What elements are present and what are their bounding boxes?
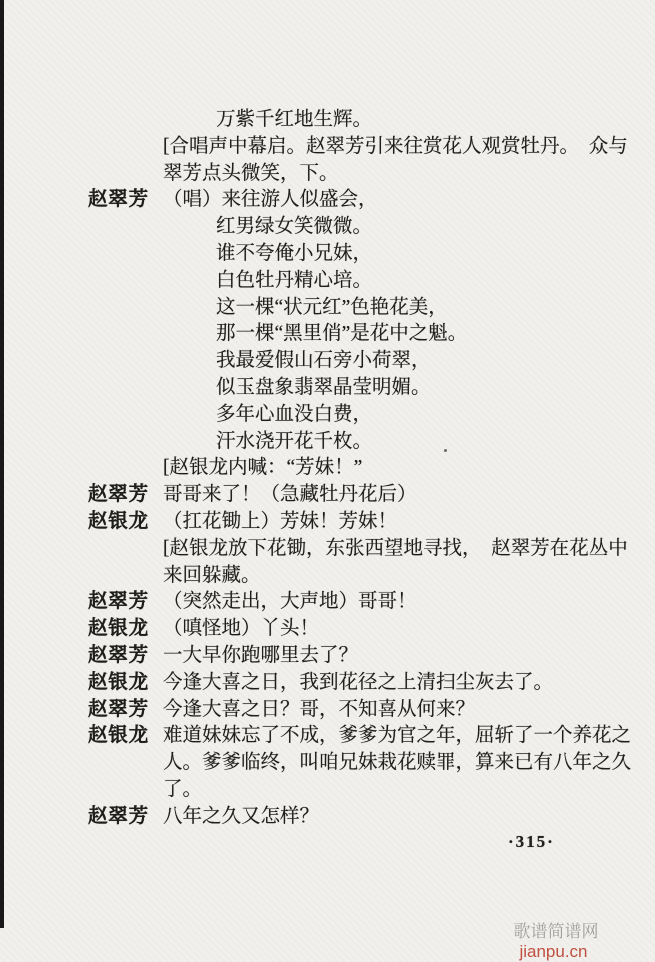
speaker-name: 赵翠芳 (88, 698, 149, 720)
script-line (0, 161, 655, 188)
script-line (0, 509, 655, 536)
script-line (0, 589, 655, 616)
line-text: 汗水浇开花千枚。 (216, 430, 373, 452)
script-line (0, 536, 655, 563)
line-text: 那一棵“黑里俏”是花中之魁。 (216, 323, 468, 345)
script-line (0, 241, 655, 268)
script-line (0, 563, 655, 590)
script-line (0, 482, 655, 509)
speaker-name: 赵翠芳 (88, 805, 149, 827)
line-text: [合唱声中幕启。赵翠芳引来往赏花人观赏牡丹。 众与 (163, 135, 628, 157)
line-text: 八年之久又怎样？ (163, 805, 320, 827)
line-text: 多年心血没白费， (216, 403, 373, 425)
script-line (0, 187, 655, 214)
line-text: 谁不夸俺小兄妹， (216, 242, 373, 264)
line-text: 今逢大喜之日，我到花径之上清扫尘灰去了。 (163, 671, 554, 693)
line-text: 翠芳点头微笑，下。 (163, 162, 339, 184)
script-line (0, 777, 655, 804)
speaker-name: 赵银龙 (88, 618, 149, 640)
watermark-site-url: jianpu.cn (519, 942, 588, 961)
watermark-site-name: 歌谱简谱网 (513, 922, 599, 941)
speaker-name: 赵翠芳 (88, 484, 149, 506)
line-text: 难道妹妹忘了不成，爹爹为官之年，屈斩了一个养花之 (163, 725, 632, 747)
line-text: 来回躲藏。 (163, 564, 261, 586)
line-text: [赵银龙内喊：“芳妹！” (163, 457, 363, 479)
speaker-name: 赵银龙 (88, 671, 149, 693)
script-line (0, 750, 655, 777)
script-line (0, 348, 655, 375)
line-text: 我最爱假山石旁小荷翠， (216, 350, 431, 372)
script-body (0, 107, 655, 831)
watermark (504, 897, 598, 962)
script-line (0, 214, 655, 241)
line-text: （扛花锄上）芳妹！芳妹！ (163, 510, 398, 532)
line-text: 似玉盘象翡翠晶莹明媚。 (216, 376, 431, 398)
line-text: 了。 (163, 778, 203, 800)
script-line (0, 616, 655, 643)
line-text: （突然走出，大声地）哥哥！ (163, 591, 417, 613)
script-line (0, 375, 655, 402)
script-line (0, 804, 655, 831)
script-line (0, 321, 655, 348)
line-text: 一大早你跑哪里去了？ (163, 644, 359, 666)
script-line (0, 697, 655, 724)
script-line (0, 455, 655, 482)
speaker-name: 赵银龙 (88, 510, 149, 532)
script-line (0, 670, 655, 697)
line-text: 人。爹爹临终，叫咱兄妹栽花赎罪，算来已有八年之久 (163, 752, 632, 774)
line-text: 今逢大喜之日？哥，不知喜从何来？ (163, 698, 476, 720)
speaker-name: 赵银龙 (88, 725, 149, 747)
script-line (0, 723, 655, 750)
script-line (0, 402, 655, 429)
script-line (0, 429, 655, 456)
line-text: [赵银龙放下花锄，东张西望地寻找， 赵翠芳在花丛中 (163, 537, 628, 559)
script-line (0, 643, 655, 670)
script-line (0, 268, 655, 295)
speaker-name: 赵翠芳 (88, 644, 149, 666)
line-text: 红男绿女笑微微。 (216, 216, 373, 238)
line-text: 白色牡丹精心培。 (216, 269, 373, 291)
script-line (0, 107, 655, 134)
line-text: 哥哥来了！（急藏牡丹花后） (163, 484, 417, 506)
speaker-name: 赵翠芳 (88, 189, 149, 211)
script-line (0, 134, 655, 161)
line-text: 万紫千红地生辉。 (216, 109, 373, 130)
script-line (0, 295, 655, 322)
line-text: （嗔怪地）丫头！ (163, 618, 320, 640)
line-text: 这一棵“状元红”色艳花美， (216, 296, 448, 318)
speaker-name: 赵翠芳 (88, 591, 149, 613)
line-text: （唱）来往游人似盛会， (163, 189, 378, 211)
page-number: ·315· (508, 832, 555, 851)
ink-speck (444, 449, 447, 452)
